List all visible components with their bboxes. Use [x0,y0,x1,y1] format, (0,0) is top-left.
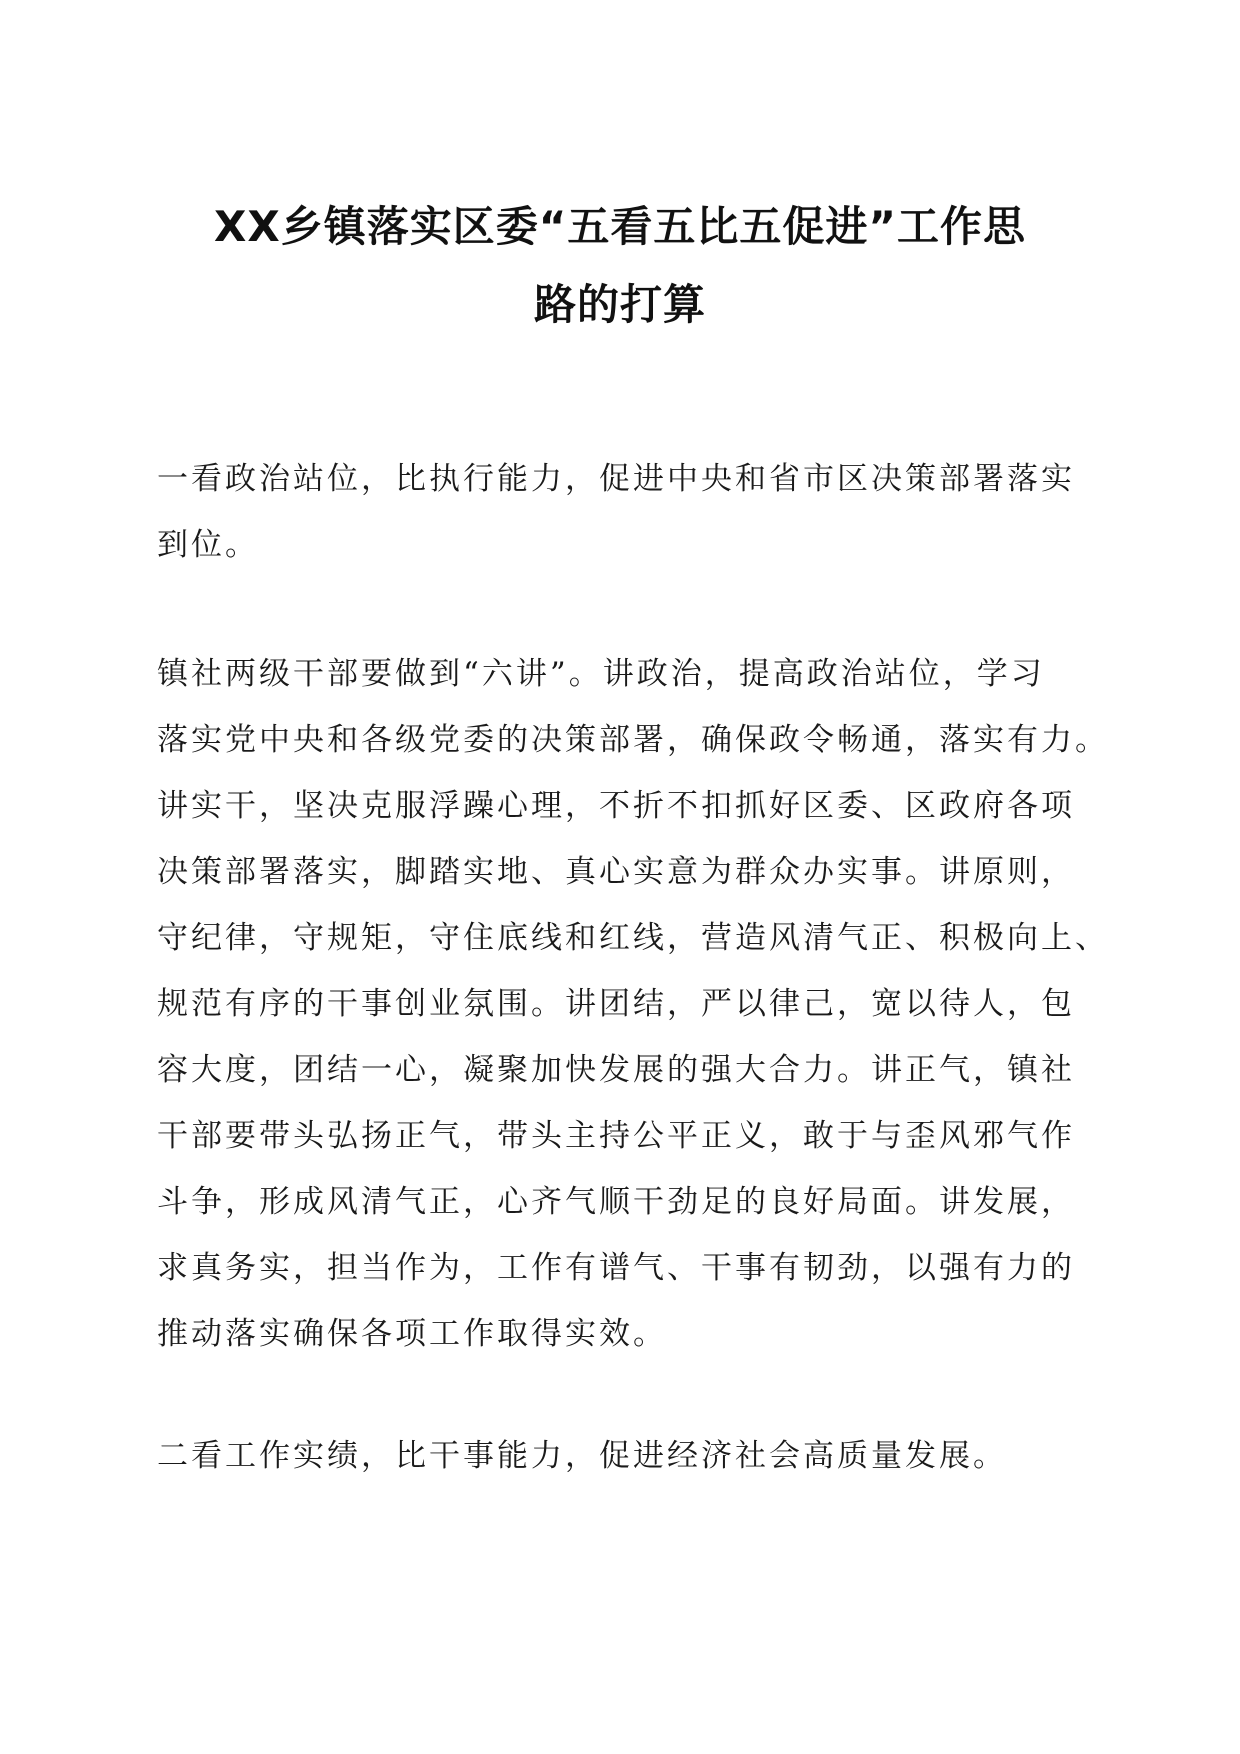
paragraph-line: 规范有序的干事创业氛围。讲团结，严以律己，宽以待人，包 [157,986,1075,1022]
paragraph-line: 推动落实确保各项工作取得实效。 [157,1316,667,1352]
paragraph-work-performance-heading [157,1423,1097,1489]
paragraph-line: 求真务实，担当作为，工作有谱气、干事有韧劲，以强有力的 [157,1250,1075,1286]
paragraph-line: 讲实干，坚决克服浮躁心理，不折不扣抓好区委、区政府各项 [157,788,1075,824]
paragraph-six-talks [157,641,1109,1367]
paragraph-line: 干部要带头弘扬正气，带头主持公平正义，敢于与歪风邪气作 [157,1118,1075,1154]
paragraph-line: 落实党中央和各级党委的决策部署，确保政令畅通，落实有力。 [157,722,1109,758]
paragraph-political-stance-heading [157,446,1097,578]
paragraph-line: 二看工作实绩，比干事能力，促进经济社会高质量发展。 [157,1438,1007,1474]
paragraph-line: 到位。 [157,527,259,563]
paragraph-line: 决策部署落实，脚踏实地、真心实意为群众办实事。讲原则， [157,854,1075,890]
paragraph-line: 一看政治站位，比执行能力，促进中央和省市区决策部署落实 [157,461,1075,497]
title-line: 路的打算 [533,280,706,329]
paragraph-line: 容大度，团结一心，凝聚加快发展的强大合力。讲正气，镇社 [157,1052,1075,1088]
document-title [150,188,1090,344]
paragraph-line: 守纪律，守规矩，守住底线和红线，营造风清气正、积极向上、 [157,920,1109,956]
title-line: XX乡镇落实区委“五看五比五促进”工作思 [214,202,1026,251]
paragraph-line: 斗争，形成风清气正，心齐气顺干劲足的良好局面。讲发展， [157,1184,1075,1220]
paragraph-line: 镇社两级干部要做到“六讲”。讲政治，提高政治站位，学习 [157,656,1045,692]
